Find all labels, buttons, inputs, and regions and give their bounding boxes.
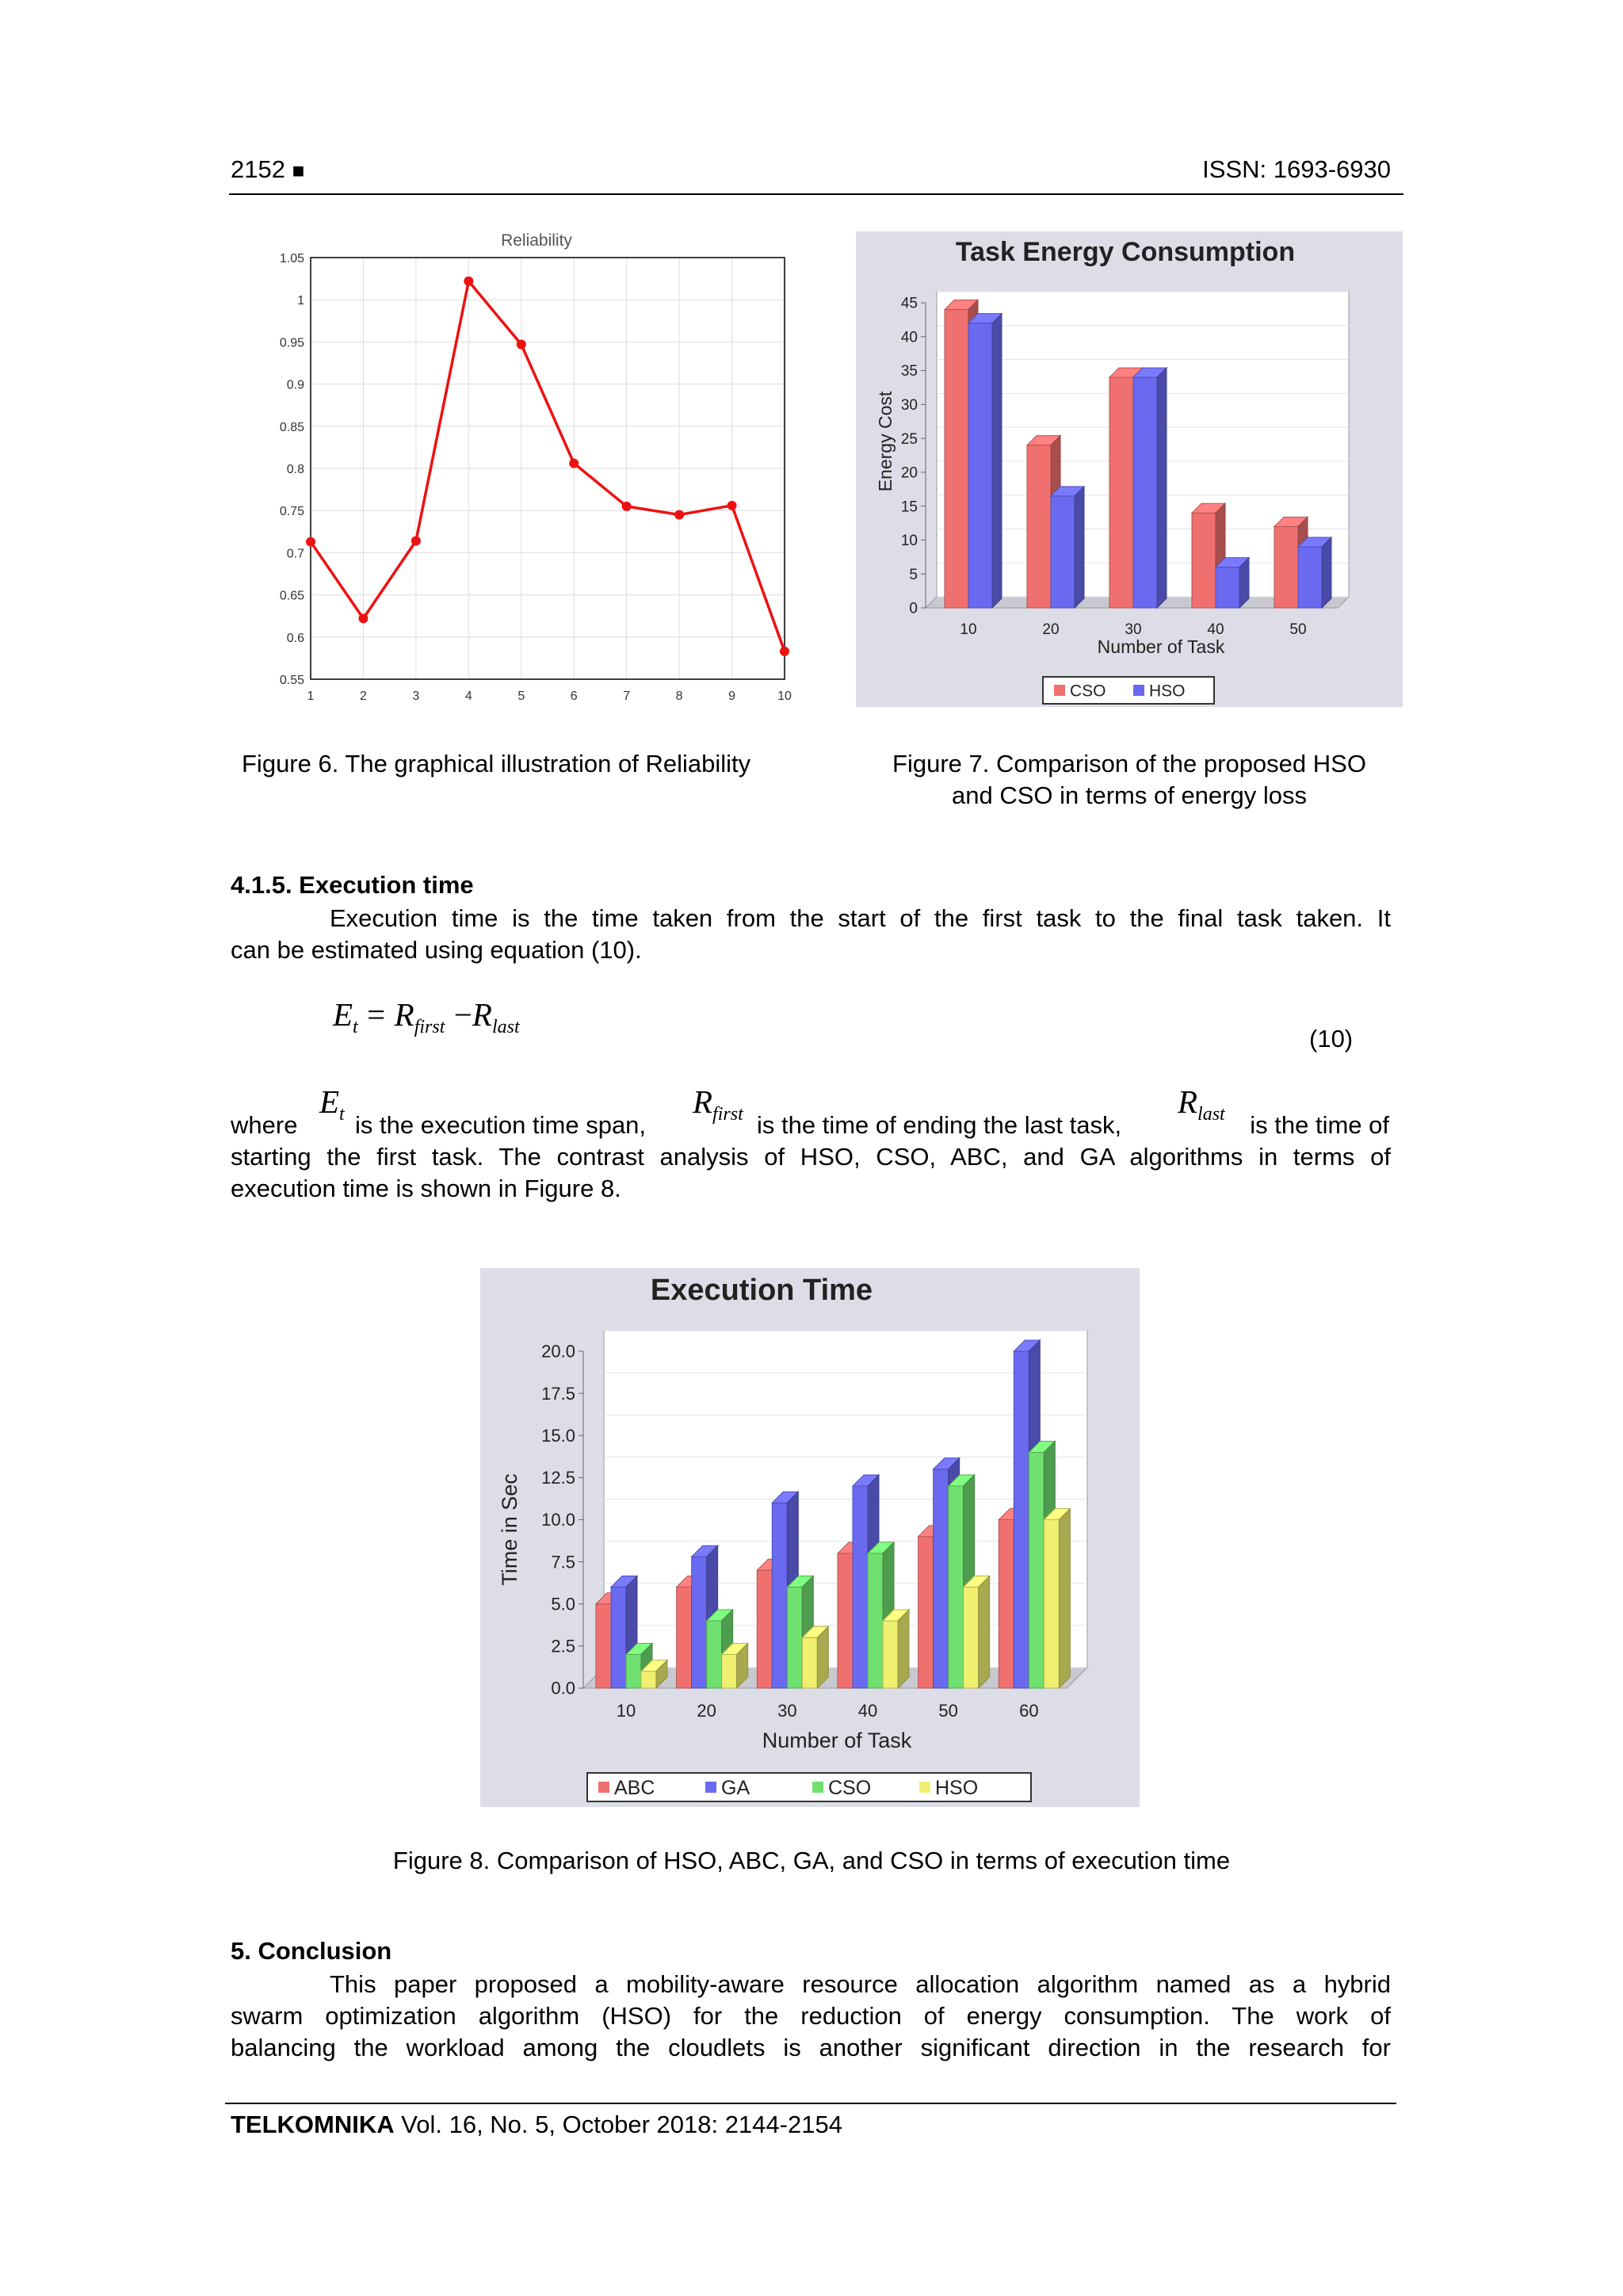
fig6-ytick-label: 0.8	[286, 463, 304, 476]
fig7-ytick-label: 0	[909, 600, 918, 617]
header-rule	[229, 193, 1403, 195]
fig8-bar-side	[979, 1576, 990, 1689]
fig8-bar-abc	[999, 1520, 1014, 1689]
fig7-bar-side	[1075, 487, 1084, 608]
section-heading-conclusion: 5. Conclusion	[231, 1937, 392, 1965]
fig8-xtick-label: 30	[777, 1701, 797, 1721]
fig8-bar-abc	[677, 1587, 692, 1689]
fig7-bar-hso	[1216, 567, 1239, 608]
figure7-energy-chart	[856, 231, 1403, 707]
fig7-bar-hso	[968, 323, 992, 608]
fig6-data-point	[411, 537, 421, 546]
fig6-data-point	[674, 510, 684, 520]
conclusion-line1: This paper proposed a mobility-aware resource allocation algorithm named as a hybrid	[330, 1970, 1391, 1998]
fig6-xtick-label: 7	[623, 690, 631, 703]
fig8-bar-hso	[722, 1655, 737, 1689]
fig8-legend-label: ABC	[614, 1776, 655, 1799]
fig8-bar-ga	[853, 1486, 868, 1688]
fig7-bar-hso	[1298, 547, 1322, 608]
fig6-ytick-label: 1.05	[279, 252, 304, 266]
where-symbol-Et: $E_t$	[319, 1083, 345, 1125]
fig8-ytick-label: 15.0	[541, 1425, 575, 1446]
fig7-bar-side	[1239, 558, 1249, 608]
fig7-bar-cso	[945, 310, 968, 608]
fig8-bar-side	[817, 1626, 828, 1688]
fig6-data-point	[622, 502, 632, 511]
fig7-bar-hso	[1133, 377, 1157, 608]
figure7-caption	[860, 748, 1399, 812]
fig7-bar-side	[1157, 368, 1167, 608]
fig6-xtick-label: 9	[728, 690, 736, 703]
para1-line1: Execution time is the time taken from the start of the first task to the final task taken. It	[330, 904, 1391, 932]
fig7-bar-cso	[1192, 513, 1216, 608]
fig8-ytick-label: 5.0	[551, 1594, 575, 1614]
fig6-xtick-label: 1	[307, 690, 315, 703]
fig8-bar-hso	[883, 1621, 898, 1688]
para1-line2: can be estimated using equation (10).	[231, 936, 642, 964]
fig8-ytick-label: 0.0	[551, 1678, 575, 1698]
figure6-caption: Figure 6. The graphical illustration of Reliability	[242, 750, 751, 777]
fig6-xtick-label: 3	[412, 690, 420, 703]
fig8-bar-abc	[838, 1553, 853, 1688]
fig6-data-point	[780, 647, 789, 656]
fig8-legend-label: GA	[721, 1776, 750, 1799]
fig8-xtick-label: 50	[938, 1701, 958, 1721]
fig8-bar-side	[898, 1610, 909, 1688]
fig7-xtick-label: 50	[1289, 621, 1307, 638]
equation-10: $E_t = R_{first} -R_{last}$	[333, 996, 520, 1038]
fig8-xtick-label: 60	[1019, 1701, 1039, 1721]
fig8-bar-hso	[802, 1637, 817, 1688]
fig8-bar-hso	[641, 1671, 656, 1688]
where-text1: is the execution time span,	[355, 1111, 647, 1139]
conclusion-line3: balancing the workload among the cloudlets is another significant direction in the research for	[231, 2034, 1391, 2061]
fig8-ylabel: Time in Sec	[498, 1473, 521, 1586]
para2-line3: execution time is shown in Figure 8.	[231, 1175, 621, 1202]
fig6-title: Reliability	[501, 231, 572, 250]
fig6-xtick-label: 4	[464, 690, 472, 703]
fig8-xtick-label: 10	[616, 1701, 636, 1721]
fig8-ytick-label: 17.5	[541, 1383, 575, 1404]
fig7-legend-swatch	[1054, 685, 1065, 696]
fig8-bar-hso	[1044, 1520, 1059, 1689]
fig7-bar-cso	[1109, 377, 1133, 608]
fig7-bar-side	[992, 314, 1002, 608]
fig6-ytick-label: 0.9	[286, 378, 304, 392]
fig6-ytick-label: 0.6	[286, 631, 304, 645]
fig8-ytick-label: 12.5	[541, 1468, 575, 1488]
fig8-bar-cso	[707, 1621, 722, 1688]
fig6-xtick-label: 5	[517, 690, 525, 703]
fig7-title: Task Energy Consumption	[955, 237, 1296, 267]
footer-rule	[225, 2103, 1396, 2104]
fig8-bar-side	[1059, 1509, 1070, 1689]
fig7-bar-cso	[1027, 445, 1051, 608]
fig6-xtick-label: 10	[777, 690, 792, 703]
fig8-bar-ga	[692, 1557, 707, 1688]
fig8-bar-ga	[934, 1469, 949, 1688]
fig6-data-point	[727, 501, 737, 510]
fig8-bar-ga	[611, 1587, 626, 1689]
fig8-xtick-label: 40	[857, 1701, 878, 1721]
conclusion-line2: swarm optimization algorithm (HSO) for the reduction of energy consumption. The work of	[231, 2002, 1391, 2030]
fig6-data-point	[306, 537, 315, 547]
fig6-xtick-label: 6	[570, 690, 578, 703]
fig7-xlabel: Number of Task	[1097, 636, 1225, 657]
fig8-ytick-label: 2.5	[551, 1636, 575, 1656]
fig8-xlabel: Number of Task	[762, 1729, 912, 1752]
fig7-xtick-label: 30	[1125, 621, 1142, 638]
fig7-ytick-label: 15	[900, 499, 918, 516]
fig7-ytick-label: 5	[909, 566, 918, 583]
para2-line2: starting the first task. The contrast analysis of HSO, CSO, ABC, and GA algorithms in terms of	[231, 1143, 1391, 1171]
fig8-bar-cso	[949, 1486, 964, 1688]
fig8-legend-swatch	[705, 1782, 716, 1793]
fig6-data-point	[569, 459, 579, 468]
fig7-legend-box	[1043, 677, 1214, 704]
fig6-ytick-label: 0.55	[279, 674, 304, 687]
section-heading-execution-time: 4.1.5. Execution time	[231, 871, 474, 899]
figure7-caption-line2: and CSO in terms of energy loss	[952, 781, 1307, 809]
square-bullet-icon: ■	[292, 159, 305, 182]
fig6-ytick-label: 0.95	[279, 336, 304, 350]
fig8-bar-ga	[1014, 1351, 1029, 1688]
fig7-ytick-label: 35	[900, 363, 918, 380]
where-symbol-Rlast: $R_{last}$	[1178, 1083, 1225, 1125]
fig7-ytick-label: 20	[900, 464, 918, 482]
fig8-legend-label: HSO	[935, 1776, 979, 1799]
fig6-data-point	[517, 340, 526, 350]
fig6-ytick-label: 0.65	[279, 589, 304, 603]
fig8-legend-swatch	[919, 1782, 930, 1793]
where-word: where	[231, 1111, 298, 1139]
fig8-bar-cso	[868, 1553, 883, 1688]
figure8-caption: Figure 8. Comparison of HSO, ABC, GA, and CSO in terms of execution time	[392, 1847, 1231, 1874]
fig8-bar-cso	[1029, 1453, 1044, 1689]
footer-volume: Vol. 16, No. 5, October 2018: 2144-2154	[394, 2111, 842, 2138]
paragraph-execution-time	[231, 903, 1391, 966]
fig7-legend-label: HSO	[1149, 682, 1186, 701]
fig8-bar-abc	[596, 1604, 611, 1688]
where-symbol-Rfirst: $R_{first}$	[693, 1083, 743, 1125]
fig8-bar-abc	[918, 1537, 934, 1688]
figure6-reliability-chart	[262, 222, 800, 717]
fig8-ytick-label: 10.0	[541, 1510, 575, 1530]
paragraph-conclusion	[231, 1969, 1391, 2064]
fig7-legend-label: CSO	[1070, 682, 1106, 701]
fig8-legend-swatch	[812, 1782, 823, 1793]
fig7-bar-hso	[1051, 496, 1075, 608]
figure8-execution-time-chart	[480, 1268, 1140, 1807]
fig6-series-line	[311, 281, 785, 651]
paragraph-where	[231, 1083, 1391, 1205]
fig8-title: Execution Time	[650, 1274, 873, 1307]
fig8-xtick-label: 20	[697, 1701, 716, 1721]
footer-journal: TELKOMNIKA	[231, 2111, 395, 2138]
fig7-ylabel: Energy Cost	[875, 391, 896, 492]
fig8-bar-cso	[626, 1655, 641, 1689]
page-number: 2152 ■	[231, 155, 305, 183]
equation-number: (10)	[1309, 1025, 1354, 1052]
fig8-bar-abc	[757, 1570, 772, 1688]
fig8-bar-cso	[787, 1587, 802, 1689]
fig7-ytick-label: 10	[900, 533, 918, 550]
fig7-ytick-label: 30	[900, 396, 918, 414]
fig8-ytick-label: 20.0	[541, 1341, 575, 1362]
fig8-bar-ga	[772, 1503, 787, 1688]
figure7-caption-line1: Figure 7. Comparison of the proposed HSO	[892, 750, 1366, 777]
fig6-xtick-label: 2	[359, 690, 367, 703]
fig7-xtick-label: 10	[960, 621, 977, 638]
fig7-xtick-label: 20	[1042, 621, 1060, 638]
fig6-data-point	[464, 277, 473, 286]
where-text3: is the time of	[1250, 1111, 1389, 1139]
footer-citation	[231, 2111, 842, 2139]
fig7-bar-side	[1322, 537, 1331, 608]
fig7-xtick-label: 40	[1207, 621, 1224, 638]
fig8-legend-label: CSO	[828, 1776, 872, 1799]
fig7-bar-cso	[1274, 526, 1298, 608]
fig6-xtick-label: 8	[675, 690, 683, 703]
fig8-legend-swatch	[598, 1782, 609, 1793]
where-text2: is the time of ending the last task,	[757, 1111, 1122, 1139]
fig6-ytick-label: 1	[297, 294, 304, 308]
fig6-ytick-label: 0.7	[286, 547, 304, 561]
fig7-ytick-label: 40	[900, 329, 918, 346]
fig7-legend-swatch	[1133, 685, 1144, 696]
fig6-ytick-label: 0.85	[279, 420, 304, 434]
fig7-ytick-label: 45	[900, 295, 918, 312]
fig6-data-point	[358, 613, 368, 623]
fig8-bar-hso	[964, 1587, 979, 1689]
fig6-ytick-label: 0.75	[279, 505, 304, 519]
fig7-ytick-label: 25	[900, 430, 918, 448]
fig8-ytick-label: 7.5	[551, 1552, 575, 1572]
issn: ISSN: 1693-6930	[1202, 155, 1391, 183]
